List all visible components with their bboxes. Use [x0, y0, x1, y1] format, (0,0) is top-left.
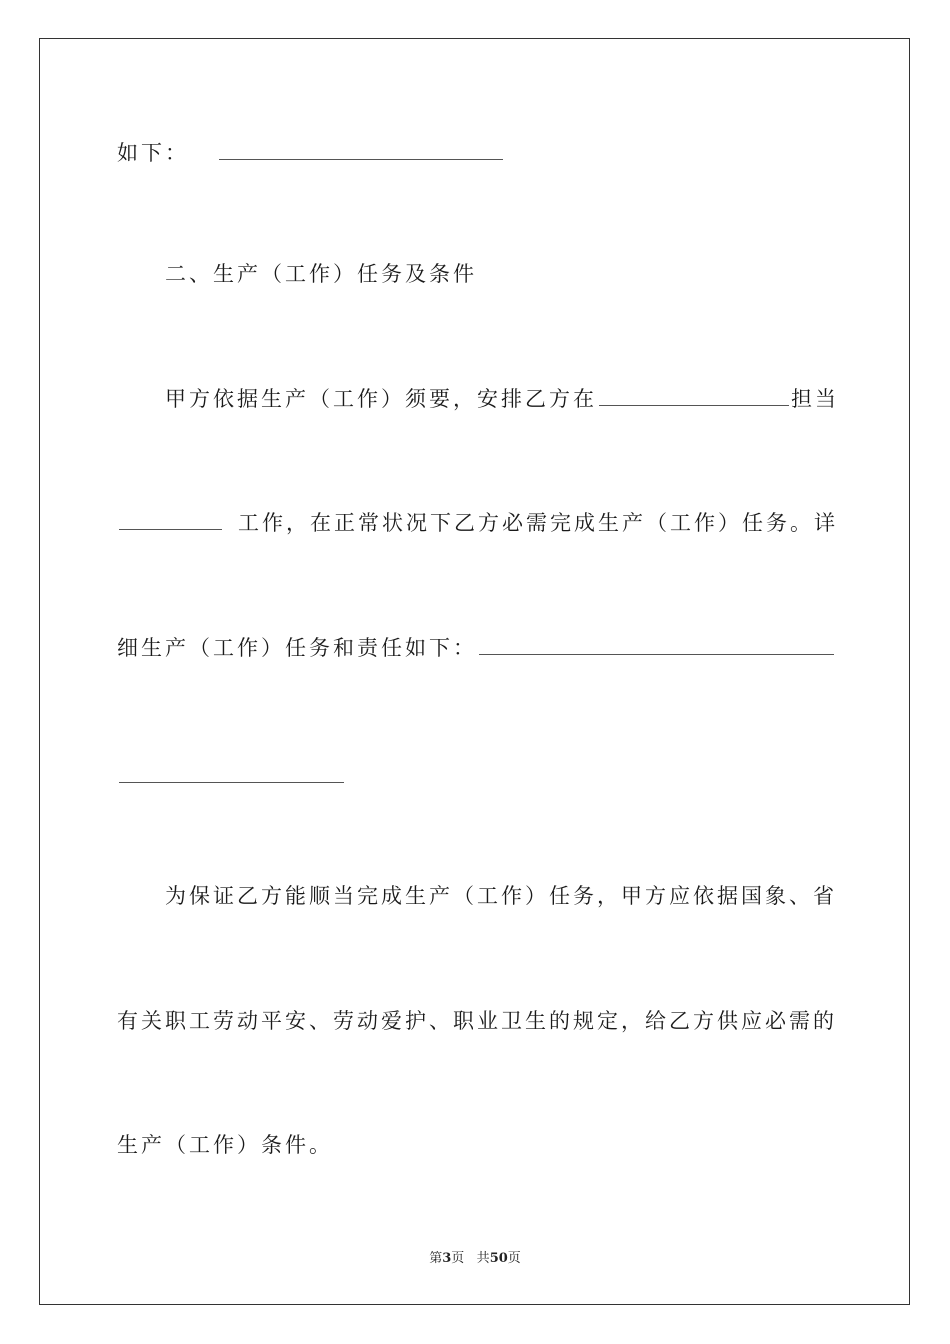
footer-total-unit: 页: [507, 1251, 521, 1266]
text-segment: 工作，在正常状况下乙方必需完成生产（工作）任务。详: [238, 511, 838, 535]
footer-page-total: 50: [489, 1251, 508, 1266]
paragraph-line-3: [117, 632, 836, 662]
footer-total-prefix: 共: [476, 1251, 490, 1266]
text-segment: 甲方依据生产（工作）须要，安排乙方在: [165, 387, 597, 411]
line-rumxia: [117, 137, 505, 167]
footer-page-unit: 页: [451, 1251, 465, 1266]
text-segment: 担当: [791, 387, 839, 411]
text-segment: 为保证乙方能顺当完成生产（工作）任务，甲方应依据国象、省: [165, 884, 837, 908]
section-heading-text: 二、生产（工作）任务及条件: [165, 262, 477, 286]
text-segment: 细生产（工作）任务和责任如下：: [117, 636, 477, 660]
footer-page-current: 3: [442, 1251, 452, 1266]
fill-blank: [119, 507, 222, 530]
section-heading: [165, 259, 477, 289]
page-border: [39, 38, 910, 1305]
paragraph-line-1: [165, 383, 839, 413]
text-segment: 生产（工作）条件。: [117, 1133, 333, 1157]
paragraph-line-2: [117, 507, 838, 537]
text-label: 如下：: [117, 141, 189, 165]
fill-blank: [219, 137, 503, 160]
paragraph-line-5: [117, 1006, 837, 1036]
paragraph-line-6: [117, 1130, 333, 1160]
fill-blank-standalone: [119, 781, 344, 783]
fill-blank: [479, 632, 834, 655]
fill-blank: [599, 383, 789, 406]
text-segment: 有关职工劳动平安、劳动爱护、职业卫生的规定，给乙方供应必需的: [117, 1009, 837, 1033]
paragraph-line-4: [165, 881, 837, 911]
page-footer: [0, 1247, 950, 1266]
footer-page-prefix: 第: [429, 1251, 443, 1266]
